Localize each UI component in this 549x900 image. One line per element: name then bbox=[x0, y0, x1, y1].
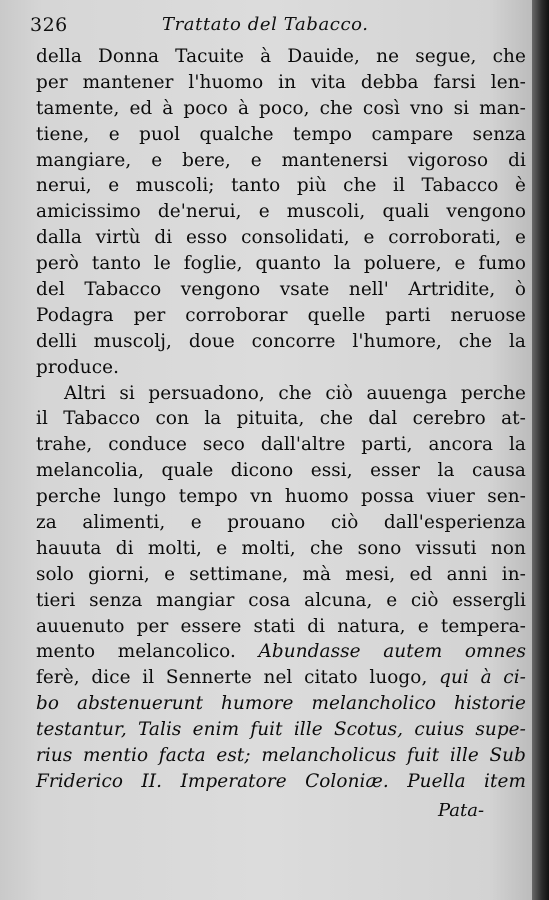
text-line: amicissimo de'nerui, e muscoli, quali vengono bbox=[36, 201, 526, 223]
text-line: tamente, ed à poco à poco, che così vno si man- bbox=[36, 97, 526, 119]
text-line-latin: bo abstenuerunt humore melancholico historie bbox=[36, 693, 526, 715]
text-line: produce. bbox=[36, 356, 120, 378]
body-text bbox=[36, 44, 526, 795]
text-line: tieri senza mangiar cosa alcuna, e ciò essergli bbox=[36, 589, 526, 611]
text-line: perche lungo tempo vn huomo possa viuer sen- bbox=[36, 486, 526, 508]
text-line: il Tabacco con la pituita, che dal cerebro at- bbox=[36, 408, 526, 430]
text-line: za alimenti, e prouano ciò dall'esperienza bbox=[36, 512, 526, 534]
text-line: per mantener l'huomo in vita debba farsi len- bbox=[36, 71, 526, 93]
running-title: Trattato del Tabacco. bbox=[162, 14, 369, 35]
text-line: auuenuto per essere stati di natura, e tempera- bbox=[36, 615, 526, 637]
text-line-latin: testantur, Talis enim fuit ille Scotus, cuius supe- bbox=[36, 719, 526, 741]
text-line: tiene, e puol qualche tempo campare senza bbox=[36, 123, 526, 145]
italic-latin-segment: qui à ci- bbox=[439, 667, 527, 689]
text-line: della Donna Tacuite à Dauide, ne segue, che bbox=[36, 46, 526, 67]
text-line: trahe, conduce seco dall'altre parti, ancora la bbox=[36, 434, 526, 456]
text-line: del Tabacco vengono vsate nell' Artridite, ò bbox=[36, 279, 526, 301]
text-line: nerui, e muscoli; tanto più che il Tabacco è bbox=[36, 175, 526, 197]
text-line-mixed bbox=[36, 665, 526, 691]
text-line: però tanto le foglie, quanto la poluere, e fumo bbox=[36, 253, 526, 275]
text-line: hauuta di molti, e molti, che sono vissuti non bbox=[36, 537, 526, 559]
text-line-latin: Friderico II. Imperatore Coloniæ. Puella item bbox=[36, 770, 526, 792]
text-line: dalla virtù di esso consolidati, e corroborati, e bbox=[36, 227, 526, 249]
text-line: Altri si persuadono, che ciò auuenga perche bbox=[64, 382, 526, 404]
catchword: Pata- bbox=[438, 800, 485, 821]
text-line: solo giorni, e settimane, mà mesi, ed anni in- bbox=[36, 563, 526, 585]
text-line: melancolia, quale dicono essi, esser la causa bbox=[36, 460, 526, 482]
page-edge-shadow bbox=[532, 0, 549, 900]
text-segment: ferè, dice il Sennerte nel citato luogo, bbox=[36, 667, 428, 689]
text-segment: mento melancolico. bbox=[36, 641, 236, 663]
text-line-mixed bbox=[36, 639, 526, 665]
text-line: delli muscolj, doue concorre l'humore, che la bbox=[36, 330, 526, 352]
text-line: mangiare, e bere, e mantenersi vigoroso di bbox=[36, 149, 526, 171]
italic-latin-segment: Abundasse autem omnes bbox=[258, 641, 527, 663]
text-line-latin: rius mentio facta est; melancholicus fuit ille Sub bbox=[36, 745, 526, 767]
page-header bbox=[30, 14, 520, 40]
page-number: 326 bbox=[30, 14, 68, 36]
text-line: Podagra per corroborar quelle parti neruose bbox=[36, 304, 526, 326]
